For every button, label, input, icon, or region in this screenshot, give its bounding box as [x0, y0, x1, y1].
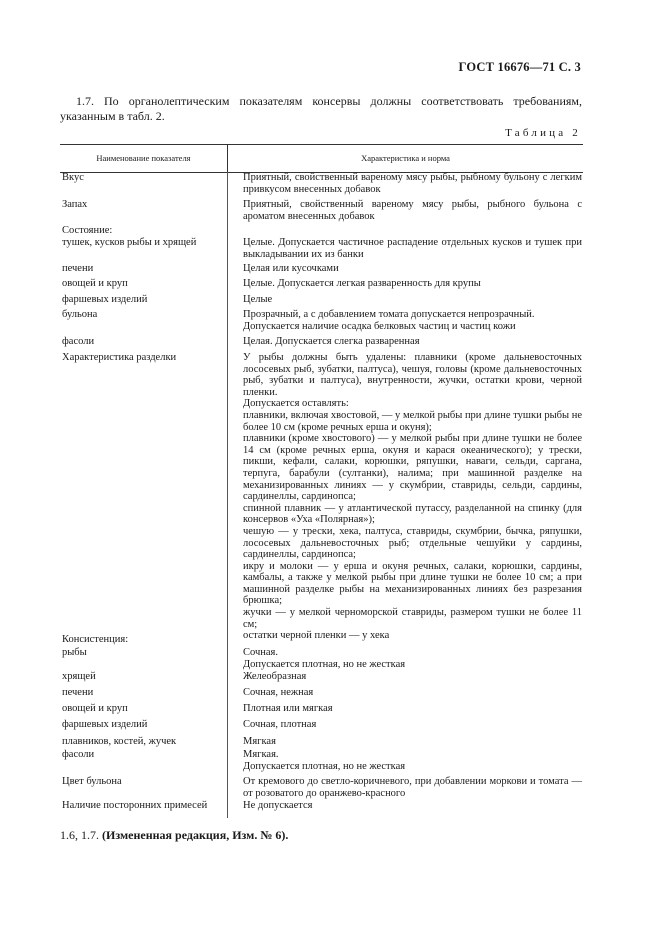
row-value-paragraph: Целые. Допускается частичное распадение отдельных кусков и тушек при выкладывании их из банки	[243, 237, 582, 260]
characteristics-table	[60, 144, 583, 818]
row-value-paragraph: Допускается плотная, но не жесткая	[243, 658, 406, 670]
row-value	[243, 671, 582, 683]
intro-paragraph: 1.7. По органолептическим показателям консервы должны соответствовать требованиям, указанным в табл. 2.	[60, 94, 582, 123]
row-value-paragraph: Допускается наличие осадка белковых частиц и частиц кожи	[243, 320, 516, 332]
row-name: Наличие посторонних примесей	[62, 800, 208, 811]
row-name: фаршевых изделий	[62, 719, 148, 730]
row-name: печени	[62, 263, 94, 274]
row-value-paragraph: Допускается оставлять:	[243, 398, 349, 410]
row-name: фасоли	[62, 749, 95, 760]
row-value	[243, 336, 582, 348]
row-value	[243, 199, 582, 222]
document-header: ГОСТ 16676—71 С. 3	[458, 60, 581, 74]
amendment-note-bold: (Измененная редакция, Изм. № 6).	[102, 828, 289, 842]
row-name: печени	[62, 687, 94, 698]
row-name: хрящей	[62, 671, 96, 682]
row-name: бульона	[62, 309, 98, 320]
table-caption: Таблица 2	[505, 127, 581, 139]
row-name: Вкус	[62, 172, 84, 183]
row-value-paragraph: Приятный, свойственный вареному мясу рыбы, рыбному бульону с легким привкусом внесенных добавок	[243, 172, 582, 195]
row-name: Цвет бульона	[62, 776, 122, 787]
row-value-paragraph: Плотная или мягкая	[243, 703, 333, 714]
row-value	[243, 800, 582, 812]
row-value-paragraph: Сочная.	[243, 647, 278, 658]
row-value-paragraph: жучки — у мелкой черноморской ставриды, размером тушки не более 11 см;	[243, 607, 582, 630]
row-value-paragraph: Прозрачный, а с добавлением томата допускается непрозрачный.	[243, 309, 535, 320]
row-value-paragraph: Целая. Допускается слегка разваренная	[243, 336, 420, 347]
row-value	[243, 719, 582, 731]
row-value	[243, 352, 582, 642]
row-value-paragraph: плавники, включая хвостовой, — у мелкой рыбы при длине тушки рыбы не более 10 см (кроме речных ерша и окуня);	[243, 409, 582, 433]
row-value	[243, 703, 582, 715]
row-value	[243, 309, 582, 332]
row-value-paragraph: Допускается плотная, но не жесткая	[243, 760, 406, 772]
row-value-paragraph: У рыбы должны быть удалены: плавники (кроме дальневосточных лососевых рыб, зубатки, палтуса), чешуя, головы (кроме дальневосточных рыб, зубатки и палтуса), внутренности, жучки, остатки крови, черной пленки.	[243, 352, 582, 398]
row-value-paragraph: Мягкая.	[243, 749, 279, 760]
row-name: тушек, кусков рыбы и хрящей	[62, 237, 197, 248]
row-value	[243, 172, 582, 195]
row-value	[243, 687, 582, 699]
row-value-paragraph: плавники (кроме хвостового) — у мелкой рыбы при длине тушки не более 14 см (кроме речных ерша, окуня и карася океанического); у трески, пикши, кефали, салаки, корюшки, ряпушки, наваги, сельди, саргана, терпуга, барабули (султанки), налима; при машинной разделке на механизированных линиях — у скумбрии, ставриды, сельди, сардины, сардинеллы, сардинопса;	[243, 433, 582, 503]
body-column-divider	[227, 172, 228, 818]
row-name: Состояние:	[62, 225, 113, 236]
amendment-note	[60, 828, 288, 843]
row-name: плавников, костей, жучек	[62, 736, 177, 747]
row-value	[243, 776, 582, 799]
row-value-paragraph: икру и молоки — у ерша и окуня речных, салаки, корюшки, сардины, камбалы, а также у мелкой рыбы при длине тушки не более 10 см; а при машинной разделке рыбы на механизированных линиях без разрезания брюшка;	[243, 560, 582, 607]
row-value-paragraph: Не допускается	[243, 800, 313, 811]
row-name: овощей и круп	[62, 703, 128, 714]
row-value-paragraph: Желеобразная	[243, 671, 307, 682]
row-name: Запах	[62, 199, 88, 210]
row-value	[243, 263, 582, 275]
row-value-paragraph: Целые. Допускается легкая разваренность для крупы	[243, 278, 481, 289]
col-header-value: Характеристика и норма	[361, 153, 450, 163]
row-value-paragraph: Мягкая	[243, 736, 276, 747]
row-value-paragraph: Целые	[243, 294, 273, 305]
row-value-paragraph: Сочная, плотная	[243, 719, 317, 730]
row-value-paragraph: Целая или кусочками	[243, 263, 339, 274]
row-value-paragraph: Приятный, свойственный вареному мясу рыбы, рыбного бульона с ароматом внесенных добавок	[243, 199, 582, 222]
row-value	[243, 278, 582, 290]
table-top-rule	[60, 144, 583, 145]
row-name: Характеристика разделки	[62, 352, 177, 363]
row-value	[243, 749, 582, 772]
row-value	[243, 647, 582, 670]
row-value	[243, 736, 582, 748]
row-value-paragraph: остатки черной пленки — у хека	[243, 630, 390, 642]
row-value-paragraph: спинной плавник — у атлантической путассу, разделанной на спинку (для консервов «Уха «Полярная»);	[243, 502, 582, 526]
row-value-paragraph: От кремового до светло-коричневого, при добавлении моркови и томата — от розоватого до оранжево-красного	[243, 776, 582, 799]
row-value	[243, 294, 582, 306]
row-value-paragraph: чешую — у трески, хека, палтуса, ставриды, скумбрии, бычка, ряпушки, лососевых дальневосточных рыб; отдельные чешуйки у сардины, сардинеллы, сардинопса;	[243, 525, 582, 561]
amendment-note-prefix: 1.6, 1.7.	[60, 828, 102, 842]
row-name: фасоли	[62, 336, 95, 347]
row-name: овощей и круп	[62, 278, 128, 289]
row-name: рыбы	[62, 647, 87, 658]
row-value-paragraph: Сочная, нежная	[243, 687, 314, 698]
col-header-name: Наименование показателя	[96, 153, 191, 163]
row-name: Консистенция:	[62, 634, 129, 645]
row-name: фаршевых изделий	[62, 294, 148, 305]
row-value	[243, 237, 582, 260]
